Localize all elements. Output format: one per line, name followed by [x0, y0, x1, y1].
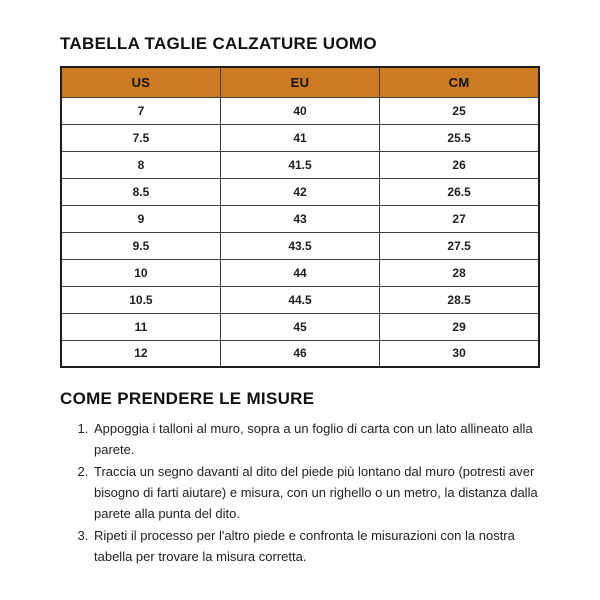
size-cell: 44.5 — [220, 286, 379, 313]
size-cell: 28 — [380, 259, 539, 286]
instruction-step: 1. Appoggia i talloni al muro, sopra a un foglio di carta con un lato allineato alla parete. — [92, 418, 546, 460]
table-row — [61, 259, 539, 286]
size-cell: 10 — [61, 259, 220, 286]
instruction-step: 2. Traccia un segno davanti al dito del piede più lontano dal muro (potresti aver bisogno di farti aiutare) e misura, con un righello o un metro, la distanza dalla parete alla punta del dito. — [92, 461, 546, 524]
size-table-title: TABELLA TAGLIE CALZATURE UOMO — [60, 34, 377, 53]
size-cell: 25 — [380, 97, 539, 124]
column-header-eu: EU — [220, 67, 379, 97]
size-cell: 10.5 — [61, 286, 220, 313]
table-row — [61, 340, 539, 367]
size-cell: 8 — [61, 151, 220, 178]
size-cell: 27.5 — [380, 232, 539, 259]
size-cell: 12 — [61, 340, 220, 367]
size-cell: 9.5 — [61, 232, 220, 259]
size-cell: 46 — [220, 340, 379, 367]
size-table — [60, 66, 540, 368]
size-table-body — [61, 97, 539, 367]
size-cell: 26.5 — [380, 178, 539, 205]
size-cell: 41 — [220, 124, 379, 151]
size-cell: 29 — [380, 313, 539, 340]
size-cell: 30 — [380, 340, 539, 367]
size-cell: 45 — [220, 313, 379, 340]
size-cell: 9 — [61, 205, 220, 232]
size-cell: 26 — [380, 151, 539, 178]
size-table-header-row — [61, 67, 539, 97]
column-header-cm: CM — [380, 67, 539, 97]
size-cell: 27 — [380, 205, 539, 232]
size-cell: 7 — [61, 97, 220, 124]
table-row — [61, 313, 539, 340]
size-cell: 41.5 — [220, 151, 379, 178]
column-header-us: US — [61, 67, 220, 97]
size-cell: 25.5 — [380, 124, 539, 151]
instruction-step: 3. Ripeti il processo per l'altro piede e confronta le misurazioni con la nostra tabella per trovare la misura corretta. — [92, 525, 546, 567]
size-cell: 28.5 — [380, 286, 539, 313]
size-cell: 7.5 — [61, 124, 220, 151]
size-cell: 43 — [220, 205, 379, 232]
table-row — [61, 97, 539, 124]
table-row — [61, 205, 539, 232]
table-row — [61, 151, 539, 178]
size-cell: 11 — [61, 313, 220, 340]
size-cell: 40 — [220, 97, 379, 124]
size-cell: 8.5 — [61, 178, 220, 205]
table-row — [61, 178, 539, 205]
size-cell: 44 — [220, 259, 379, 286]
instructions-title: COME PRENDERE LE MISURE — [60, 389, 315, 408]
instructions-list — [60, 418, 546, 567]
size-cell: 42 — [220, 178, 379, 205]
table-row — [61, 232, 539, 259]
size-cell: 43.5 — [220, 232, 379, 259]
size-table-head — [61, 67, 539, 97]
table-row — [61, 124, 539, 151]
table-row — [61, 286, 539, 313]
